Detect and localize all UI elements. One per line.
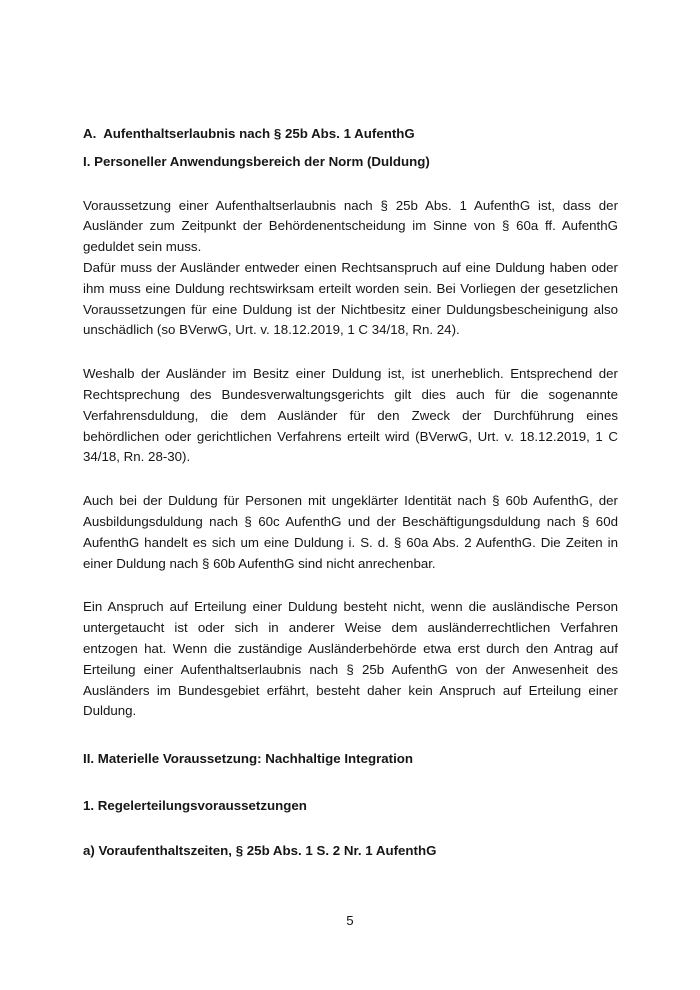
document-body [83,124,618,862]
page-number: 5 [346,913,354,928]
subsection-heading-ii: II. Materielle Voraussetzung: Nachhaltige Integration [83,751,414,767]
paragraph-2: Dafür muss der Ausländer entweder einen Rechtsanspruch auf eine Duldung haben oder ihm muss eine Duldung rechtswirksam erteilt worden sein. Bei Vorliegen der gesetzlichen Voraussetzungen für eine Duldung ist der Nichtbesitz einer Duldungsbescheinigung also unschädlich (so BVerwG, Urt. v. 18.12.2019, 1 C 34/18, Rn. 24). [83,259,618,338]
sub-heading-1a: a) Voraufenthaltszeiten, § 25b Abs. 1 S. 2 Nr. 1 AufenthG [83,842,437,858]
section-heading-a: A. Aufenthaltserlaubnis nach § 25b Abs. 1 AufenthG [83,126,415,141]
paragraph-3: Weshalb der Ausländer im Besitz einer Duldung ist, ist unerheblich. Entsprechend der Rechtsprechung des Bundesverwaltungsgerichts gilt dies auch für die sogenannte Verfahrensduldung, die dem Ausländer für den Zweck der Durchführung eines behördlichen oder gerichtlichen Verfahrens erteilt wird (BVerwG, Urt. v. 18.12.2019, 1 C 34/18, Rn. 28-30). [83,366,618,465]
paragraph-4: Auch bei der Duldung für Personen mit ungeklärter Identität nach § 60b AufenthG, der Ausbildungsduldung nach § 60c AufenthG und der Beschäftigungsduldung nach § 60d AufenthG handelt es sich um eine Duldung i. S. d. § 60a Abs. 2 AufenthG. Die Zeiten in einer Duldung nach § 60b AufenthG sind nicht anrechenbar. [83,493,618,571]
paragraph-5: Ein Anspruch auf Erteilung einer Duldung besteht nicht, wenn die ausländische Person untergetaucht ist oder sich in anderer Weise dem ausländerrechtlichen Verfahren entzogen hat. Wenn die zuständige Ausländerbehörde etwa erst durch den Antrag auf Erteilung einer Aufenthaltserlaubnis nach § 25b AufenthG von der Anwesenheit des Ausländers im Bundesgebiet erfährt, besteht daher kein Anspruch auf Erteilung einer Duldung. [83,599,618,719]
sub-heading-1: 1. Regelerteilungsvoraussetzungen [83,797,307,813]
subsection-heading-i: I. Personeller Anwendungsbereich der Norm (Duldung) [83,153,430,169]
paragraph-1: Voraussetzung einer Aufenthaltserlaubnis nach § 25b Abs. 1 AufenthG ist, dass der Ausländer zum Zeitpunkt der Behördenentscheidung im Sinne von § 60a ff. AufenthG geduldet sein muss. [83,197,618,255]
